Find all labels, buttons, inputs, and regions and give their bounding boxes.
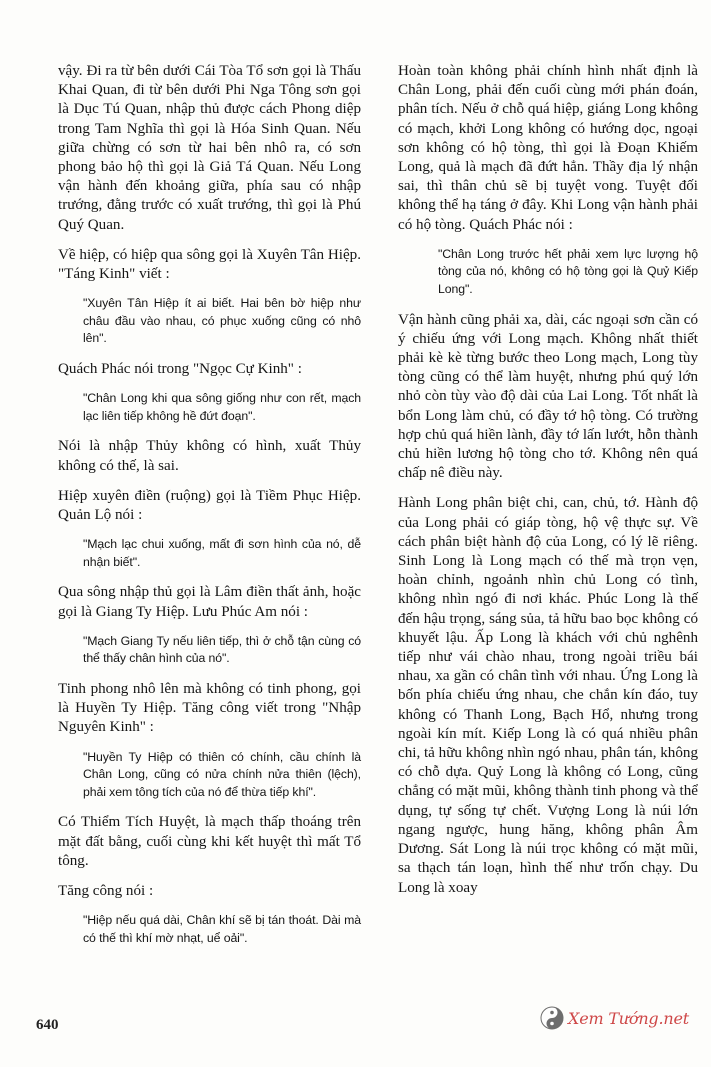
left-column bbox=[58, 62, 361, 959]
paragraph: Tăng công nói : bbox=[58, 883, 154, 899]
quotation-block: "Chân Long trước hết phải xem lực lượng hộ tòng của nó, không có hộ tòng gọi là Quỷ Kiếp Long". bbox=[438, 246, 698, 297]
quotation-block: "Xuyên Tân Hiệp ít ai biết. Hai bên bờ hiệp như châu đầu vào nhau, có phục xuống cũng có nhô lên". bbox=[83, 296, 361, 346]
paragraph: Hoàn toàn không phải chính hình nhất định là Chân Long, phải đến cuối cùng mới phán đoán, phân tích. Nếu ở chỗ quá hiệp, giáng Long không có mạch, khởi Long không có hướng dọc, ngoại sơn không có hộ tòng, thì gọi là Đoạn Khiếm Long, quả là mạch đã đứt hẳn. Thầy địa lý nhận sai, thì thân chủ sẽ bị tuyệt vong. Tuyệt đối không thể hạ táng ở đây. Khi Long vận hành phải có hộ tòng. Quách Phác nói : bbox=[398, 63, 698, 233]
quotation-block: "Mạch Giang Ty nếu liên tiếp, thì ở chỗ tận cùng có thể thấy chân hình của nó". bbox=[83, 633, 361, 666]
paragraph: vậy. Đi ra từ bên dưới Cái Tòa Tổ sơn gọi là Thấu Khai Quan, đi từ bên dưới Phi Nga Tông sơn gọi là Dục Tú Quan, nhập thủ được cách Phong diệp trong Tam Nghĩa thì gọi là Hóa Sinh Quan. Nếu giữa chừng có sơn từ hai bên nhô ra, có sơn phong bảo hộ thì gọi là Giả Tá Quan. Nếu Long vận hành đến khoảng giữa, phía sau có nhập trướng, đằng trước có xuất trướng, thì gọi là Phú Quý Quan. bbox=[58, 63, 361, 233]
quotation-block: "Mạch lạc chui xuống, mất đi sơn hình của nó, dễ nhận biết". bbox=[83, 537, 361, 569]
paragraph: Về hiệp, có hiệp qua sông gọi là Xuyên Tân Hiệp. "Táng Kinh" viết : bbox=[58, 246, 361, 283]
paragraph: Có Thiểm Tích Huyệt, là mạch thấp thoáng trên mặt đất bằng, cuối cùng khi kết huyệt thì mất Tổ tông. bbox=[58, 814, 361, 869]
watermark bbox=[540, 1006, 689, 1030]
paragraph: Vận hành cũng phải xa, dài, các ngoại sơn cần có ý chiếu ứng với Long mạch. Không nhất thiết phải kè kè từng bước theo Long mạch, Long tùy tòng cũng có thể làm huyệt, nhưng phú quý lớn nhỏ còn tùy vào độ dài của Lai Long. Tốt nhất là bổn Long làm chủ, có đầy tớ hộ tòng. Có trường hợp chủ quá hiền lành, đầy tớ lấn lướt, hỗn thành chủ hiền lương hộ tòng cho tớ. Không nên quá chấp nê điều này. bbox=[398, 311, 698, 482]
watermark-text: Xem Tướng.net bbox=[568, 1008, 689, 1028]
quotation-block: "Huyền Ty Hiệp có thiên có chính, cầu chính là Chân Long, cũng có nửa chính nửa thiên (lệch), phải xem tông tích của nó để thừa tiếp khí". bbox=[83, 749, 361, 799]
right-column bbox=[398, 62, 698, 909]
paragraph: Qua sông nhập thủ gọi là Lâm điền thất ảnh, hoặc gọi là Giang Ty Hiệp. Lưu Phúc Am nói : bbox=[58, 584, 361, 620]
quotation-block: "Chân Long khi qua sông giống như con rết, mạch lạc liên tiếp không hề đứt đoạn". bbox=[83, 391, 361, 423]
page-number: 640 bbox=[36, 1017, 59, 1033]
paragraph: Hành Long phân biệt chi, can, chủ, tớ. Hành độ của Long phải có giáp tòng, hộ vệ thực sự. Về cách phân biệt hành độ của Long, có lý lẽ riêng. Sinh Long là Long mạch có thế mà trọn vẹn, hoàn chỉnh, ngoảnh nhìn chủ Long có tình, không nhìn ngó đi nơi khác. Phúc Long là thế đến hậu trọng, sáng sủa, tả hữu bao bọc không có khuyết lậu. Ấp Long là khách với chủ nghênh tiếp như vái chào nhau, trong ngoài triều bái nhau, xa gần có chân tình với nhau. Ứng Long là bốn phía chiếu ứng nhau, che chắn kín đáo, tuy không có Thanh Long, Bạch Hổ, nhưng trong ngoài kín mít. Kiếp Long là có quá nhiều phân chi, tả hữu không nhìn ngó nhau, phân tán, không có chỗ dựa. Quỷ Long là không có Long, cũng chẳng có mặt mũi, không thành tinh phong và thể dụng, tự sống tự chết. Vượng Long là núi lớn ngang ngược, hung hăng, không phân Âm Dương. Sát Long là núi trọc không có mặt mũi, sa thạch tán loạn, hình thế như trốn chạy. Du Long là xoay bbox=[398, 495, 698, 896]
quotation-block: "Hiệp nếu quá dài, Chân khí sẽ bị tán thoát. Dài mà có thế thì khí mờ nhạt, uể oải". bbox=[83, 913, 361, 945]
paragraph: Tinh phong nhô lên mà không có tinh phong, gọi là Huyền Ty Hiệp. Tăng công viết trong "Nhập Nguyên Kinh" : bbox=[58, 681, 361, 736]
paragraph: Nói là nhập Thủy không có hình, xuất Thủy không có thế, là sai. bbox=[58, 438, 361, 474]
paragraph: Quách Phác nói trong "Ngọc Cự Kinh" : bbox=[58, 361, 302, 378]
paragraph: Hiệp xuyên điền (ruộng) gọi là Tiềm Phục Hiệp. Quản Lộ nói : bbox=[58, 487, 361, 524]
yin-yang-icon bbox=[540, 1006, 564, 1030]
